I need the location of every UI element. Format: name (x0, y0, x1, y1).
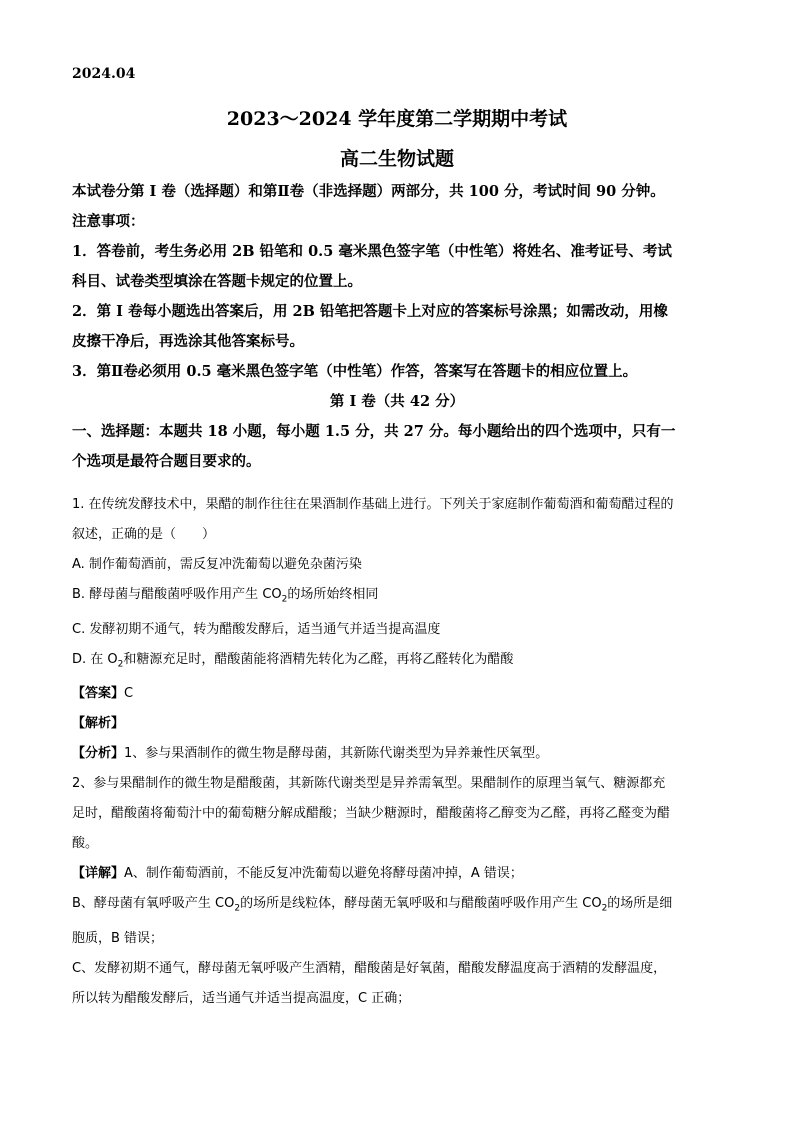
notice-2-line-1: 2．第 I 卷每小题选出答案后，用 2B 铅笔把答题卡上对应的答案标号涂黑；如需改动，用橡 (72, 303, 668, 320)
fenxi-line-4: 酸。 (72, 836, 99, 852)
section-heading-line-2: 个选项是最符合题目要求的。 (72, 453, 261, 470)
exam-instructions (72, 177, 722, 477)
option-a: A. 制作葡萄酒前，需反复冲洗葡萄以避免杂菌污染 (72, 557, 362, 572)
fenxi-line-3: 足时，醋酸菌将葡萄汁中的葡萄糖分解成醋酸；当缺少糖源时，醋酸菌将乙醇变为乙醛，再将乙醛变为醋 (72, 806, 671, 822)
part-heading: 第 I 卷（共 42 分） (329, 393, 465, 410)
answer-label: 【答案】 (72, 686, 125, 702)
notice-heading: 注意事项： (72, 213, 145, 230)
xiangjie-line-a: 【详解】A、制作葡萄酒前，不能反复冲洗葡萄以避免将酵母菌冲掉，A 错误； (72, 866, 523, 882)
section-heading-line-1: 一、选择题：本题共 18 小题，每小题 1.5 分，共 27 分。每小题给出的四个选项中，只有一 (72, 423, 676, 440)
xiangjie-line-b-2: 胞质，B 错误； (72, 930, 164, 946)
option-c: C. 发酵初期不通气，转为醋酸发酵后，适当通气并适当提高温度 (72, 621, 441, 637)
intro-text: 本试卷分第 I 卷（选择题）和第Ⅱ卷（非选择题）两部分，共 100 分，考试时间 90 分钟。 (72, 183, 665, 200)
option-d: D. 在 $O_2$和糖源充足时，醋酸菌能将酒精先转化为乙醛，再将乙醛转化为醋酸 (72, 651, 514, 670)
analysis-label: 【解析】 (72, 716, 125, 732)
xiangjie-line-c-1: C、发酵初期不通气，酵母菌无氧呼吸产生酒精，醋酸菌是好氧菌，醋酸发酵温度高于酒精的发酵温度， (72, 960, 667, 976)
question-1 (72, 490, 722, 1014)
answer-value: C (124, 686, 134, 702)
notice-2-line-2: 皮擦干净后，再选涂其他答案标号。 (72, 333, 304, 350)
exam-title: 2023～2024 学年度第二学期期中考试 (226, 108, 568, 130)
xiangjie-line-c-2: 所以转为醋酸发酵后，适当通气并适当提高温度，C 正确； (72, 990, 411, 1006)
answer-line (72, 679, 722, 709)
notice-1-line-2: 科目、试卷类型填涂在答题卡规定的位置上。 (72, 273, 362, 290)
question-stem-line-2: 叙述，正确的是（ ） (72, 527, 216, 542)
xiangjie-line-b: B、酵母菌有氧呼吸产生 $CO_2$的场所是线粒体，酵母菌无氧呼吸和与醋酸菌呼吸作用产生 $CO_2$的场所是细 (72, 896, 673, 914)
option-b: B. 酵母菌与醋酸菌呼吸作用产生 $CO_2$的场所始终相同 (72, 587, 379, 605)
notice-3-line-1: 3．第Ⅱ卷必须用 0.5 毫米黑色签字笔（中性笔）作答，答案写在答题卡的相应位置上。 (72, 363, 638, 380)
exam-date: 2024.04 (72, 66, 136, 82)
exam-subtitle: 高二生物试题 (339, 148, 454, 170)
fenxi-line-2: 2、参与果醋制作的微生物是醋酸菌，其新陈代谢类型是异养需氧型。果醋制作的原理当氧气、糖源都充 (72, 776, 666, 792)
notice-1-line-1: 1．答卷前，考生务必用 2B 铅笔和 0.5 毫米黑色签字笔（中性笔）将姓名、准考证号、考试 (72, 243, 672, 260)
fenxi-line-1: 【分析】1、参与果酒制作的微生物是酵母菌，其新陈代谢类型为异养兼性厌氧型。 (72, 746, 549, 762)
question-stem-line-1: 1. 在传统发酵技术中，果醋的制作往往在果酒制作基础上进行。下列关于家庭制作葡萄酒和葡萄醋过程的 (72, 497, 674, 512)
